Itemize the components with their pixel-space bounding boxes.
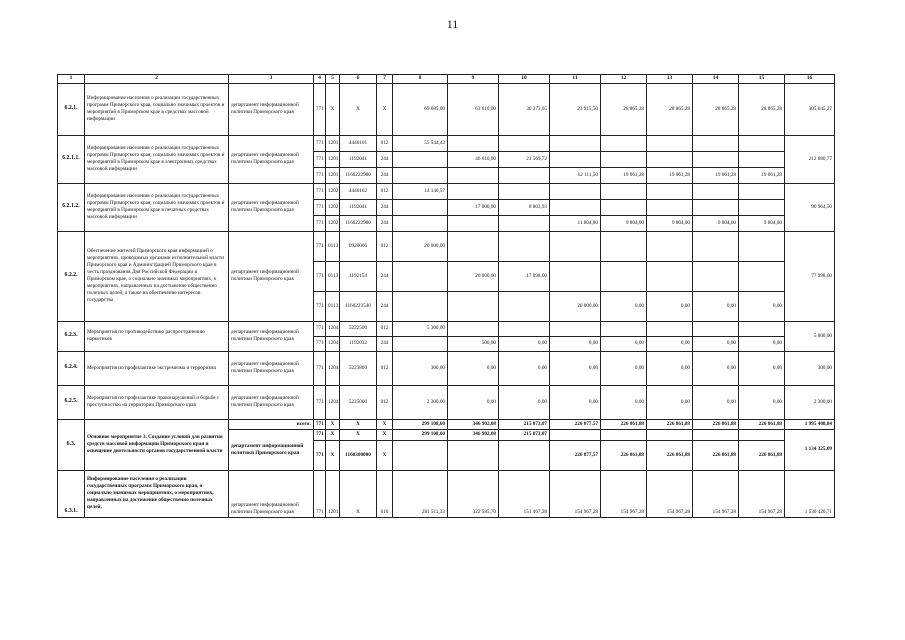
table-cell: 4440102 xyxy=(340,183,377,199)
table-cell xyxy=(693,199,739,215)
table-cell: 1204 xyxy=(326,336,340,351)
table-cell: 771 xyxy=(314,199,326,215)
table-cell: 5 xyxy=(326,75,340,84)
table-cell xyxy=(739,429,785,440)
table-cell xyxy=(550,183,601,199)
table-cell xyxy=(499,167,550,183)
table-row xyxy=(58,83,835,135)
table-cell: 0,00 xyxy=(601,351,647,385)
table-cell xyxy=(647,183,693,199)
table-cell xyxy=(601,199,647,215)
table-cell xyxy=(739,151,785,167)
table-cell: 1192041 xyxy=(340,151,377,167)
table-cell xyxy=(601,231,647,261)
table-cell: 1160223540 xyxy=(340,291,377,321)
table-cell: 17 998,00 xyxy=(499,261,550,291)
table-cell: 0,00 xyxy=(601,385,647,419)
table-cell: 0,00 xyxy=(693,351,739,385)
table-cell xyxy=(647,429,693,440)
table-cell: 226 861,88 xyxy=(739,419,785,429)
table-cell xyxy=(499,321,550,336)
table-cell xyxy=(448,231,499,261)
table-cell xyxy=(393,440,448,470)
table-cell: 4 xyxy=(314,75,326,84)
table-cell xyxy=(647,151,693,167)
table-cell xyxy=(448,167,499,183)
table-cell: 7 xyxy=(377,75,393,84)
table-cell: 771 xyxy=(314,261,326,291)
table-cell: 0,00 xyxy=(499,336,550,351)
table-cell: 771 xyxy=(314,429,326,440)
table-cell: 6.2.1.2. xyxy=(58,183,85,231)
table-cell: 6.3. xyxy=(58,419,85,470)
table-cell: департамент информационной политики Приморского края xyxy=(229,385,314,419)
table-cell: 6.2.5. xyxy=(58,385,85,419)
table-cell: 215 073,07 xyxy=(499,429,550,440)
table-cell: 3 xyxy=(229,75,314,84)
table-cell: 6.2.4. xyxy=(58,351,85,385)
table-cell: департамент информационной политики Приморского края xyxy=(229,135,314,183)
table-cell: 771 xyxy=(314,83,326,135)
table-cell: 771 xyxy=(314,167,326,183)
table-cell: 69 685,00 xyxy=(393,83,448,135)
table-cell: 771 xyxy=(314,385,326,419)
table-cell: 154 967,28 xyxy=(647,470,693,517)
table-cell xyxy=(393,291,448,321)
table-cell: 1192032 xyxy=(340,336,377,351)
table-cell xyxy=(448,440,499,470)
table-cell: 1202 xyxy=(326,215,340,231)
table-cell: 281 511,33 xyxy=(393,470,448,517)
table-cell: Информирование населения о реализации государственных программ Приморского края, социально значимых проектов и мероприятий в Приморском крае в печатных средствах массовой информации xyxy=(85,183,229,231)
table-cell xyxy=(550,135,601,151)
table-cell: 0,00 xyxy=(499,385,550,419)
table-cell: 300,00 xyxy=(785,351,835,385)
table-row xyxy=(58,135,835,151)
table-cell xyxy=(739,199,785,215)
table-cell: 10 xyxy=(499,75,550,84)
table-cell xyxy=(393,215,448,231)
table-cell: 1204 xyxy=(326,351,340,385)
table-cell: 28 865,28 xyxy=(739,83,785,135)
table-cell xyxy=(393,261,448,291)
table-cell xyxy=(550,151,601,167)
table-cell: 1192041 xyxy=(340,199,377,215)
table-cell xyxy=(499,183,550,199)
table-cell: 226 861,88 xyxy=(601,440,647,470)
table-cell: 28 865,28 xyxy=(601,83,647,135)
table-cell xyxy=(601,151,647,167)
table-cell: 1160222980 xyxy=(340,167,377,183)
table-cell: 5225000 xyxy=(340,385,377,419)
table-cell xyxy=(693,429,739,440)
table-cell: 771 xyxy=(314,183,326,199)
table-cell: 0113 xyxy=(326,261,340,291)
table-cell: 1201 xyxy=(326,135,340,151)
table-cell xyxy=(393,167,448,183)
table-cell xyxy=(739,321,785,336)
table-cell: 2 300,00 xyxy=(393,385,448,419)
table-cell: X xyxy=(326,440,340,470)
table-cell: 305 045,27 xyxy=(785,83,835,135)
table-cell: 0,00 xyxy=(693,385,739,419)
table-cell: 346 902,08 xyxy=(448,429,499,440)
table-cell: 2 xyxy=(85,75,229,84)
table-cell: 0920006 xyxy=(340,231,377,261)
table-cell: 20 000,00 xyxy=(393,231,448,261)
table-cell: 0,00 xyxy=(601,291,647,321)
table-cell: 1 xyxy=(58,75,85,84)
table-cell xyxy=(448,215,499,231)
table-cell: 0,00 xyxy=(647,291,693,321)
table-cell: департамент информационной политики Приморского края xyxy=(229,321,314,351)
table-cell: 244 xyxy=(377,215,393,231)
table-cell: 212 080,77 xyxy=(785,135,835,183)
table-cell xyxy=(499,291,550,321)
table-cell: 1204 xyxy=(326,385,340,419)
table-cell: 771 xyxy=(314,291,326,321)
table-cell: 8 xyxy=(393,75,448,84)
table-cell: X xyxy=(326,83,340,135)
table-cell xyxy=(601,429,647,440)
table-cell: 1204 xyxy=(326,321,340,336)
table-cell: 299 108,60 xyxy=(393,429,448,440)
table-cell: 012 xyxy=(377,183,393,199)
table-cell: 226 877,57 xyxy=(550,440,601,470)
table-cell xyxy=(550,429,601,440)
table-cell: X xyxy=(340,470,377,517)
table-cell: Обеспечение жителей Приморского края информацией о мероприятиях, проводимых органами исполнительной власти Приморского края и Администрацией Приморского края в честь празднования Дня Российской Федерации в Приморском крае, о социально значимых мероприятиях, о мероприятиях, направленных на достижение общественно полезных целей, а также на обеспечение интересов государства xyxy=(85,231,229,321)
table-cell xyxy=(550,199,601,215)
table-cell: 20 000,00 xyxy=(448,261,499,291)
table-cell: 0,00 xyxy=(601,336,647,351)
table-cell: 0,00 xyxy=(739,291,785,321)
table-cell: X xyxy=(377,83,393,135)
table-cell xyxy=(550,231,601,261)
table-cell xyxy=(448,291,499,321)
table-cell: департамент информационной политики Приморского края xyxy=(229,351,314,385)
table-cell xyxy=(550,261,601,291)
table-cell: Информирование населения о реализации государственных программ Приморского края, о социально значимых мероприятиях, о мероприятиях, направленных на достижение общественно полезных целей, xyxy=(85,470,229,517)
table-cell: Основное мероприятие 3. Создание условий для развития средств массовой информации Приморского края и освещение деятельности органов государственной власти xyxy=(85,419,229,470)
table-cell: 500,00 xyxy=(448,336,499,351)
table-cell: 0,00 xyxy=(448,385,499,419)
table-cell xyxy=(739,183,785,199)
table-cell xyxy=(550,321,601,336)
table-cell: 28 865,28 xyxy=(647,83,693,135)
table-cell xyxy=(448,183,499,199)
table-cell xyxy=(393,151,448,167)
table-cell: 77 998,00 xyxy=(785,231,835,321)
table-cell: 0,00 xyxy=(739,336,785,351)
table-row xyxy=(58,183,835,199)
table-cell: 6.2.2. xyxy=(58,231,85,321)
table-cell xyxy=(448,135,499,151)
table-cell: 0,00 xyxy=(499,351,550,385)
table-cell: 55 544,43 xyxy=(393,135,448,151)
table-cell: 1 134 325,09 xyxy=(785,429,835,470)
table-cell: X xyxy=(377,429,393,440)
table-cell xyxy=(601,183,647,199)
table-cell xyxy=(693,231,739,261)
table-cell: 012 xyxy=(377,351,393,385)
table-cell: 30 373,65 xyxy=(499,83,550,135)
table-cell: 1202 xyxy=(326,183,340,199)
table-cell: 90 964,50 xyxy=(785,183,835,231)
table-cell xyxy=(499,215,550,231)
table-cell: 13 xyxy=(647,75,693,84)
table-cell: 0,00 xyxy=(647,336,693,351)
table-cell xyxy=(393,199,448,215)
table-cell: 012 xyxy=(377,385,393,419)
table-cell: 154 967,28 xyxy=(601,470,647,517)
table-cell: 012 xyxy=(377,231,393,261)
table-cell: 9 804,00 xyxy=(647,215,693,231)
table-cell: 226 861,88 xyxy=(739,440,785,470)
table-row xyxy=(58,231,835,261)
table-cell: 226 877,57 xyxy=(550,419,601,429)
table-cell: 012 xyxy=(377,321,393,336)
table-cell: 6.2.1. xyxy=(58,83,85,135)
table-cell: 11 xyxy=(550,75,601,84)
table-cell: 4440101 xyxy=(340,135,377,151)
table-cell xyxy=(448,321,499,336)
table-cell: 244 xyxy=(377,151,393,167)
table-cell xyxy=(601,261,647,291)
table-cell: 226 861,88 xyxy=(647,419,693,429)
table-cell: Мероприятия по противодействию распространению наркотиков xyxy=(85,321,229,351)
table-cell: 771 xyxy=(314,321,326,336)
table-row xyxy=(58,321,835,336)
table-cell: 346 902,08 xyxy=(448,419,499,429)
table-cell xyxy=(693,135,739,151)
table-cell: 151 467,28 xyxy=(499,470,550,517)
table-cell: 6.2.3. xyxy=(58,321,85,351)
table-cell: департамент информационной политики Приморского края xyxy=(229,183,314,231)
table-cell: 16 xyxy=(785,75,835,84)
table-cell: 0,00 xyxy=(693,291,739,321)
table-cell: Мероприятия по профилактике экстремизма и терроризма xyxy=(85,351,229,385)
table-cell: 771 xyxy=(314,419,326,429)
table-cell: 6 xyxy=(340,75,377,84)
table-cell: 19 061,28 xyxy=(601,167,647,183)
table-cell: 0,00 xyxy=(693,336,739,351)
table-cell: 14 140,57 xyxy=(393,183,448,199)
table-cell: 1202 xyxy=(326,199,340,215)
table-cell: 8 803,93 xyxy=(499,199,550,215)
table-cell: 1192154 xyxy=(340,261,377,291)
table-row xyxy=(58,385,835,419)
table-cell: департамент информационной политики Приморского края xyxy=(229,231,314,321)
table-cell: 299 108,60 xyxy=(393,419,448,429)
table-cell: департамент информационной политики Приморского края xyxy=(229,470,314,517)
table-cell: 9 xyxy=(448,75,499,84)
table-cell xyxy=(693,151,739,167)
table-row xyxy=(58,470,835,517)
table-cell: 1 530 420,71 xyxy=(785,470,835,517)
table-cell: 244 xyxy=(377,199,393,215)
table-cell: 771 xyxy=(314,215,326,231)
table-cell: X xyxy=(326,429,340,440)
table-cell: X xyxy=(326,419,340,429)
table-cell: 244 xyxy=(377,167,393,183)
table-cell: 11 804,00 xyxy=(550,215,601,231)
table-cell: департамент информационной политики Приморского края xyxy=(229,429,314,470)
table-cell: 19 061,28 xyxy=(693,167,739,183)
table-cell: 5 300,00 xyxy=(393,321,448,336)
table-cell: 0,00 xyxy=(739,351,785,385)
table-cell xyxy=(601,321,647,336)
table-cell: 0,00 xyxy=(739,385,785,419)
table-cell: 154 967,28 xyxy=(739,470,785,517)
table-cell: 300,00 xyxy=(393,351,448,385)
table-cell: 1160300000 xyxy=(340,440,377,470)
table-cell: 12 xyxy=(601,75,647,84)
table-cell: 771 xyxy=(314,470,326,517)
table-cell: 1201 xyxy=(326,470,340,517)
table-cell: X xyxy=(340,83,377,135)
table-cell: Мероприятия по профилактике правонарушений и борьбе с преступностью на территории Приморского края xyxy=(85,385,229,419)
table-row xyxy=(58,419,835,429)
table-cell xyxy=(647,199,693,215)
table-cell: 1201 xyxy=(326,151,340,167)
table-cell: 6.3.1. xyxy=(58,470,85,517)
table-cell: 6.2.1.1. xyxy=(58,135,85,183)
table-cell xyxy=(693,261,739,291)
budget-table xyxy=(57,74,835,518)
table-cell: 771 xyxy=(314,351,326,385)
table-cell: 9 804,00 xyxy=(601,215,647,231)
table-cell: 14 xyxy=(693,75,739,84)
table-cell: 28 865,28 xyxy=(693,83,739,135)
table-cell: X xyxy=(340,419,377,429)
table-cell: 226 861,88 xyxy=(693,419,739,429)
table-cell: 771 xyxy=(314,336,326,351)
table-cell: 771 xyxy=(314,231,326,261)
table-cell: 244 xyxy=(377,336,393,351)
table-cell: 0,00 xyxy=(550,336,601,351)
table-cell: 21 569,72 xyxy=(499,151,550,167)
table-cell: 15 xyxy=(739,75,785,84)
table-cell: X xyxy=(340,429,377,440)
table-cell: 63 610,00 xyxy=(448,83,499,135)
table-cell: X xyxy=(377,440,393,470)
table-row xyxy=(58,351,835,385)
table-cell: 771 xyxy=(314,151,326,167)
table-cell xyxy=(499,135,550,151)
table-cell: 0,00 xyxy=(550,385,601,419)
table-cell: 154 967,28 xyxy=(693,470,739,517)
table-cell: 19 061,28 xyxy=(647,167,693,183)
table-cell: 17 000,00 xyxy=(448,199,499,215)
table-cell: 0113 xyxy=(326,231,340,261)
table-cell: X xyxy=(377,419,393,429)
table-cell: 46 610,00 xyxy=(448,151,499,167)
table-cell xyxy=(647,135,693,151)
table-cell xyxy=(393,336,448,351)
table-cell: 19 061,28 xyxy=(739,167,785,183)
table-cell xyxy=(647,321,693,336)
table-cell xyxy=(693,183,739,199)
table-cell: 0,00 xyxy=(647,351,693,385)
table-cell: 5222500 xyxy=(340,321,377,336)
table-cell: 012 xyxy=(377,135,393,151)
table-cell: 12 111,50 xyxy=(550,167,601,183)
page-number: 11 xyxy=(446,17,459,31)
table-cell xyxy=(693,321,739,336)
table-cell: 9 804,00 xyxy=(739,215,785,231)
table-cell: 226 861,88 xyxy=(693,440,739,470)
table-cell: 0113 xyxy=(326,291,340,321)
table-cell: 1 995 408,84 xyxy=(785,419,835,429)
table-cell xyxy=(499,231,550,261)
table-cell: 244 xyxy=(377,291,393,321)
table-cell: 2 300,00 xyxy=(785,385,835,419)
table-cell: 1201 xyxy=(326,167,340,183)
table-cell: 5 800,00 xyxy=(785,321,835,351)
table-cell xyxy=(739,231,785,261)
header-row xyxy=(58,75,835,84)
table-cell xyxy=(739,261,785,291)
table-cell xyxy=(647,261,693,291)
table-cell: 154 967,28 xyxy=(550,470,601,517)
table-cell: 20 000,00 xyxy=(550,291,601,321)
table-cell: 244 xyxy=(377,261,393,291)
table-cell: 1160222980 xyxy=(340,215,377,231)
table-cell: Информирование населения о реализации государственных программ Приморского края, социально значимых проектов и мероприятий в Приморском крае в электронных средствах массовой информации xyxy=(85,135,229,183)
table-cell: 9 804,00 xyxy=(693,215,739,231)
table-cell xyxy=(601,135,647,151)
table-cell xyxy=(499,440,550,470)
table-cell: 23 915,50 xyxy=(550,83,601,135)
table-cell: департамент информационной политики Приморского края xyxy=(229,83,314,135)
table-cell: 771 xyxy=(314,135,326,151)
table-cell: всего: xyxy=(229,419,314,429)
table-cell xyxy=(739,135,785,151)
table-cell: 610 xyxy=(377,470,393,517)
table-cell xyxy=(647,231,693,261)
table-cell: 0,00 xyxy=(647,385,693,419)
table-cell: 226 861,88 xyxy=(601,419,647,429)
table-cell: Информирование населения о реализации государственных программ Приморского края, социально значимых проектов и мероприятий в Приморском крае в средствах массовой информации xyxy=(85,83,229,135)
table-cell: 0,00 xyxy=(448,351,499,385)
table-cell: 226 861,88 xyxy=(647,440,693,470)
table-cell: 215 073,07 xyxy=(499,419,550,429)
table-cell: 0,00 xyxy=(550,351,601,385)
table-cell: 322 585,70 xyxy=(448,470,499,517)
table-cell: 771 xyxy=(314,440,326,470)
table-cell: 5223800 xyxy=(340,351,377,385)
